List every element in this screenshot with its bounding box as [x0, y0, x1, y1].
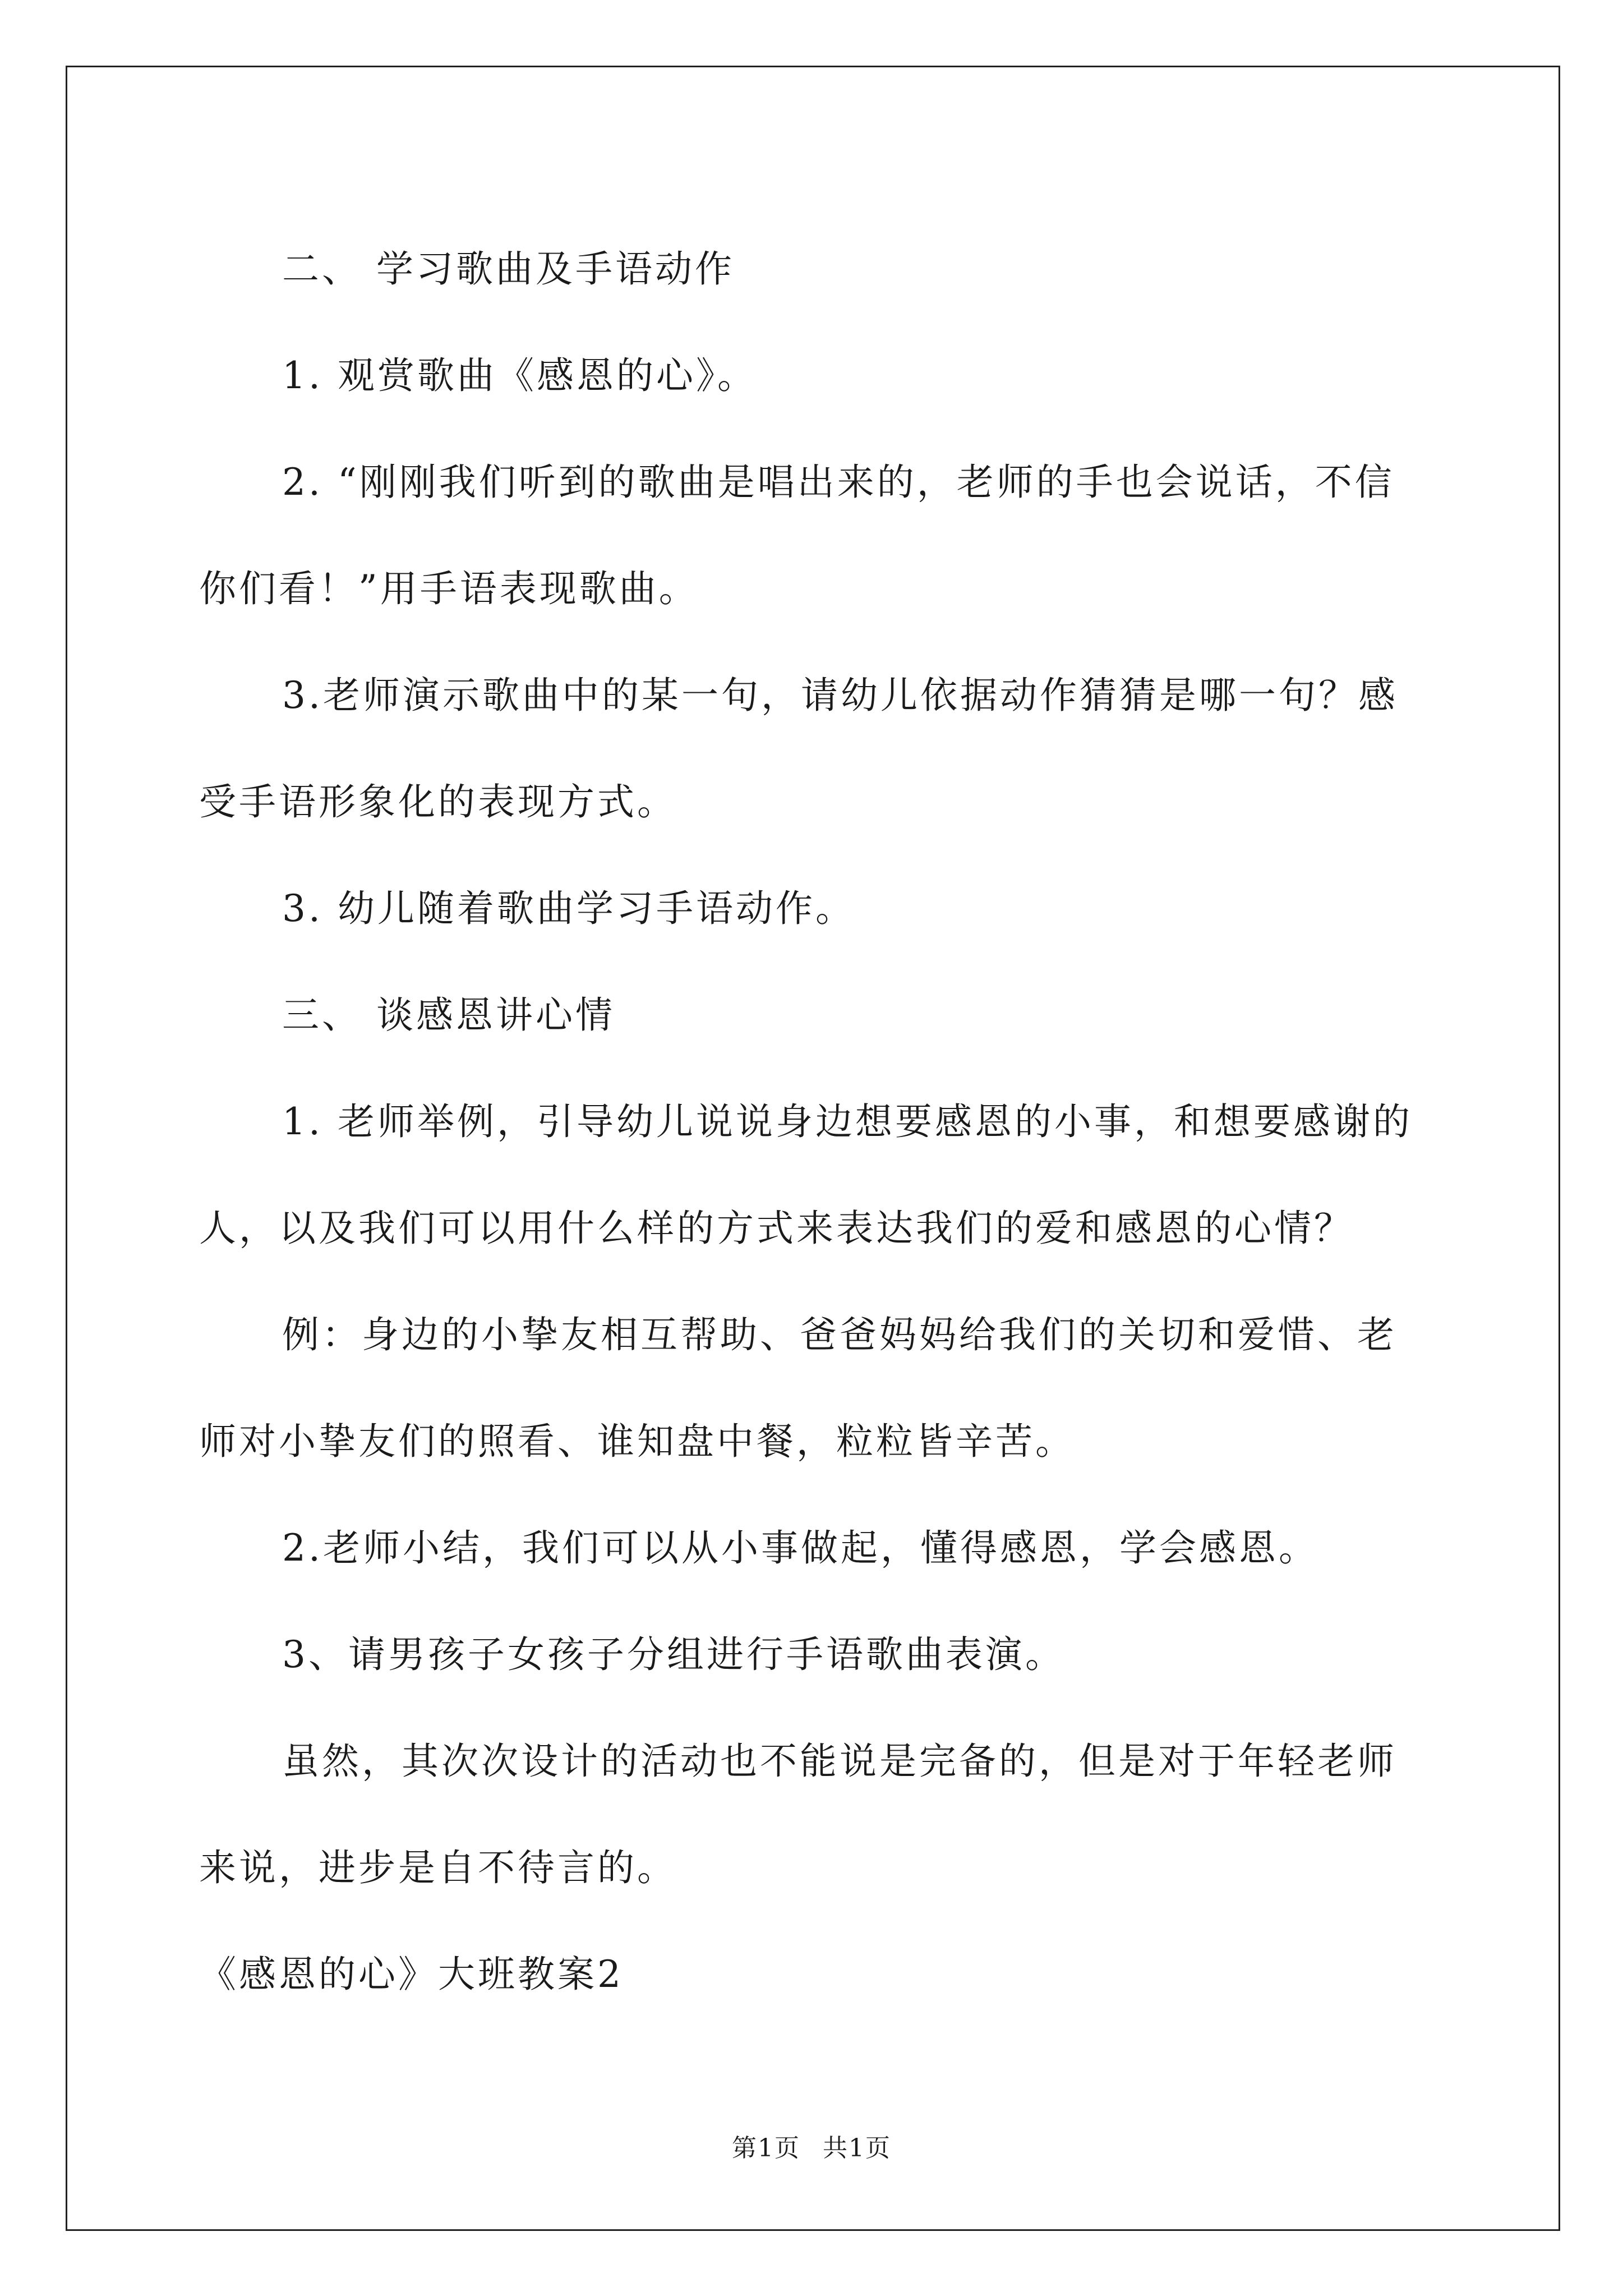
page-number-current: 第1页 — [732, 2134, 800, 2162]
paragraph: 3.老师演示歌曲中的某一句，请幼儿依据动作猜猜是哪一句？感受手语形象化的表现方式。 — [199, 674, 1398, 823]
page-number-total: 共1页 — [823, 2134, 891, 2162]
document-body — [199, 216, 1427, 2028]
page-footer — [0, 2132, 1623, 2165]
paragraph: 3. 幼儿随着歌曲学习手语动作。 — [282, 887, 855, 930]
section-heading-3: 三、 谈感恩讲心情 — [282, 993, 615, 1037]
lesson-plan-title: 《感恩的心》大班教案2 — [199, 1953, 624, 1996]
paragraph: 2. “刚刚我们听到的歌曲是唱出来的，老师的手也会说话，不信你们看！”用手语表现歌曲。 — [199, 461, 1395, 610]
paragraph: 虽然，其次次设计的活动也不能说是完备的，但是对于年轻老师来说，进步是自不待言的。 — [199, 1740, 1397, 1889]
paragraph: 1. 老师举例，引导幼儿说说身边想要感恩的小事，和想要感谢的人，以及我们可以用什么样的方式来表达我们的爱和感恩的心情？ — [199, 1100, 1413, 1250]
section-heading-2: 二、 学习歌曲及手语动作 — [282, 247, 735, 291]
paragraph: 2.老师小结，我们可以从小事做起，懂得感恩，学会感恩。 — [282, 1526, 1318, 1570]
paragraph: 例：身边的小挚友相互帮助、爸爸妈妈给我们的关切和爱惜、老师对小挚友们的照看、谁知盘中餐，粒粒皆辛苦。 — [199, 1313, 1397, 1463]
paragraph: 1. 观赏歌曲《感恩的心》。 — [282, 354, 757, 397]
paragraph: 3、请男孩子女孩子分组进行手语歌曲表演。 — [282, 1633, 1065, 1676]
